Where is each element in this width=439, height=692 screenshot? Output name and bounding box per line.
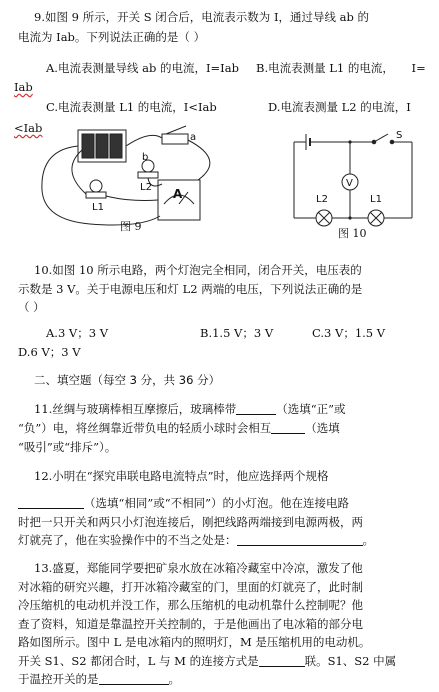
q10-option-b: B.1.5 V；3 V [200,326,274,340]
q10-line1: 10.如图 10 所示电路，两个灯泡完全相同，闭合开关，电压表的 [34,263,362,277]
q9-line1: 9.如图 9 所示，开关 S 闭合后，电流表示数为 I，通过导线 ab 的 [34,10,370,24]
q13-line6-tail: 联。S1、S2 中属 [304,654,397,668]
q11-line1-tail: （选填“正”或 [276,402,346,416]
q11-line2-text: “负”）电，将丝绸靠近带负电的轻质小球时会相互 [18,421,272,435]
q11-line2-tail: （选填 [305,421,340,435]
fig10-caption: 图 10 [338,227,367,240]
q9-option-c: C.电流表测量 L1 的电流，I<Iab [46,100,217,114]
q9-option-b-text: B.电流表测量 L1 的电流， [256,61,394,75]
fig9-ammeter-label: A [173,187,183,201]
q10-line3: （ ） [18,300,45,314]
q11-line2 [18,421,340,435]
battery-3 [110,134,122,158]
figure-10 [288,130,418,235]
q11-blank-2[interactable] [271,422,305,434]
fig9-label-l1: L1 [92,202,104,213]
q13-blank-2[interactable] [99,673,169,685]
q13-line7 [18,672,180,686]
q13-line6-text: 开关 S1、S2 都闭合时，L 与 M 的连接方式是 [18,654,259,668]
fig9-caption: 图 9 [120,220,142,233]
q9-option-b-tail: I= [411,61,426,75]
q11-blank-1[interactable] [236,403,276,415]
figure-9 [30,120,230,235]
q13-line7-text: 于温控开关的是 [18,672,99,686]
switch-s [374,134,388,142]
q13-line7-tail: 。 [168,672,180,686]
q10-option-c: C.3 V；1.5 V [312,326,386,340]
battery-2 [96,134,108,158]
q9-line2: 电流为 Iab。下列说法正确的是（ ） [18,30,206,44]
q12-line3: 时把一只开关和两只小灯泡连接后，刚把线路两端接到电源两极，两 [18,515,363,529]
q9-option-b-wrap [14,80,33,94]
q13-line5: 路如图所示。图中 L 是电冰箱内的照明灯，M 是压缩机用的电动机。 [18,635,371,649]
fig10-label-l2: L2 [316,194,328,205]
q12-line2-text: （选填“相同”或“不相同”）的小灯泡。他在连接电路 [84,496,350,510]
q12-line4-text: 灯就亮了，他在实验操作中的不当之处是： [18,533,237,547]
q9-option-a: A.电流表测量导线 ab 的电流，I=Iab [46,61,239,75]
q10-option-a: A.3 V；3 V [46,326,109,340]
q12-line2 [18,496,349,510]
section-2-title: 二、填空题（每空 3 分，共 36 分） [34,373,221,387]
fig9-label-a: a [190,132,197,143]
fig10-label-l1: L1 [370,194,382,205]
q9-option-d: D.电流表测量 L2 的电流，I [268,100,411,114]
q9-option-d-wrap-text: <Iab [14,121,43,135]
q11-line1 [34,402,346,416]
q13-line4: 查了资料，知道是靠温控开关控制的，于是他画出了电冰箱的部分电 [18,617,363,631]
switch-body [162,134,188,144]
q9-option-b [256,61,426,75]
q12-line4-tail: 。 [362,533,374,547]
q12-line1: 12.小明在“探究串联电路电流特点”时，他应选择两个规格 [34,469,329,483]
q13-blank-1[interactable] [259,655,305,667]
q9-option-b-wrap-text: Iab [14,80,33,94]
q12-blank-2[interactable] [237,534,363,546]
fig9-label-l2: L2 [140,182,152,193]
q12-blank-1[interactable] [18,497,84,509]
fig10-label-s: S [396,130,403,141]
q10-option-d: D.6 V；3 V [18,345,81,359]
bulb-l1 [90,180,102,192]
q13-line6 [18,654,396,668]
q13-line3: 冷压缩机的电动机并没工作，那么压缩机的电动机靠什么控制呢？他 [18,598,363,612]
q11-line3: “吸引”或“排斥”）。 [18,440,117,454]
q12-line4 [18,533,374,547]
q13-line1: 13.盛夏，郑能同学要把矿泉水放在冰箱冷藏室中冷凉，激发了他 [34,561,363,575]
q11-line1-text: 11.丝绸与玻璃棒相互摩擦后，玻璃棒带 [34,402,237,416]
q10-line2: 示数是 3 V。关于电源电压和灯 L2 两端的电压，下列说法正确的是 [18,282,363,296]
battery-1 [82,134,94,158]
fig9-label-b: b [142,152,149,163]
q13-line2: 对冰箱的研究兴趣，打开冰箱冷藏室的门，里面的灯就亮了，此时制 [18,580,363,594]
fig10-voltmeter-label: V [346,178,353,189]
